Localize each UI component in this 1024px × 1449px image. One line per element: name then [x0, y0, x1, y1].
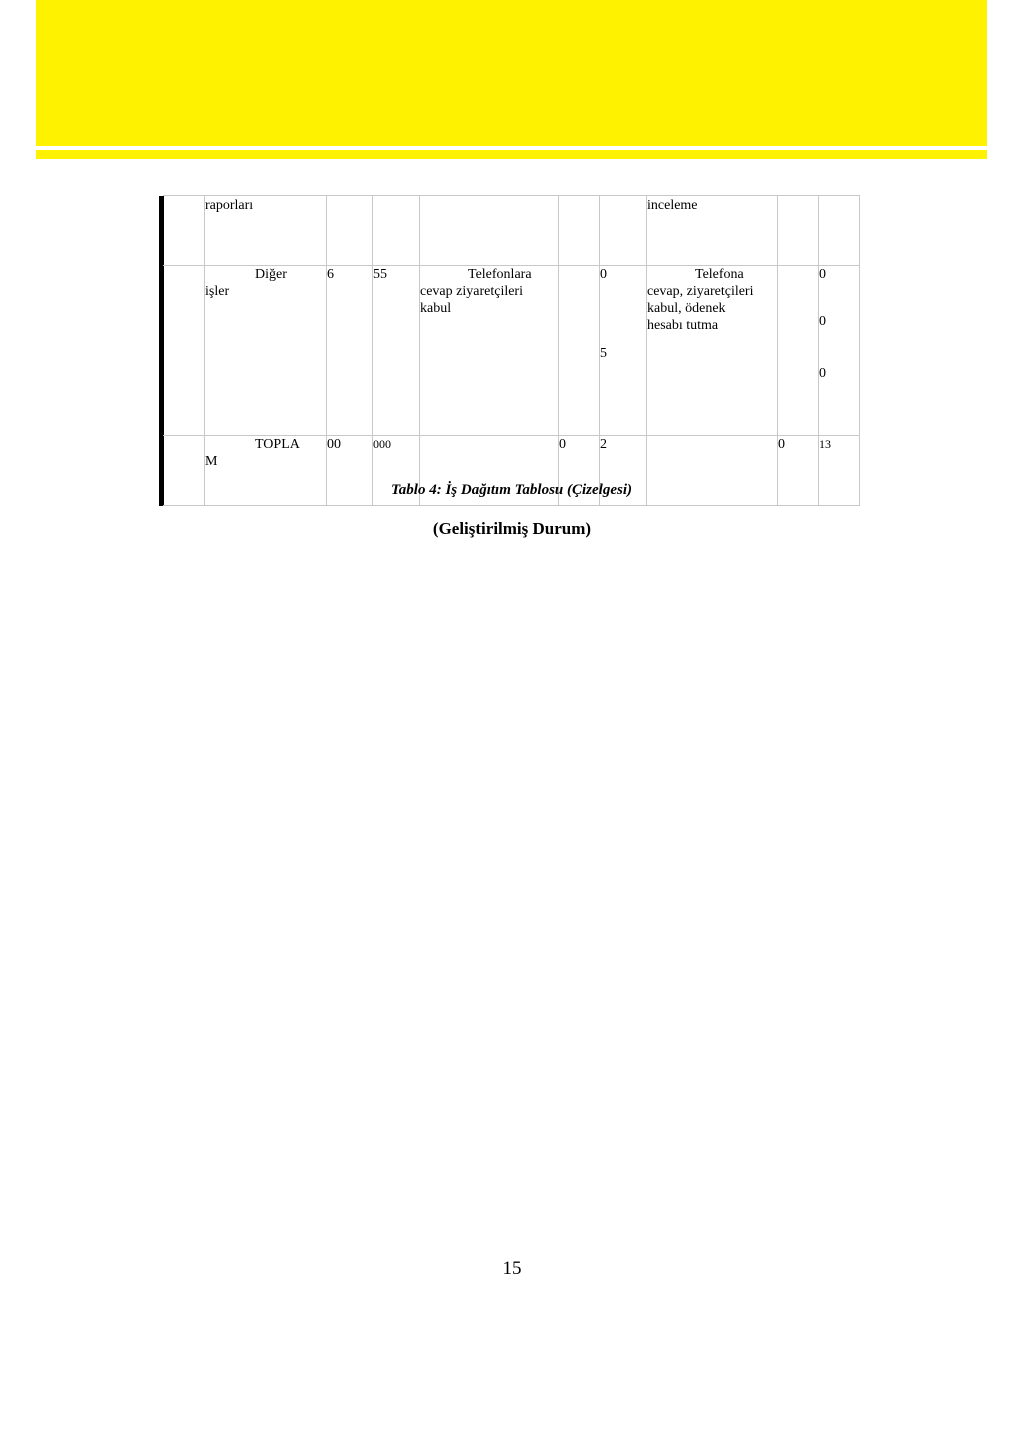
work-distribution-table [163, 195, 860, 506]
table-cell: 0 [819, 314, 826, 329]
table-col-line [859, 195, 860, 506]
table-cell: 0 [600, 267, 607, 282]
table-cell: 5 [600, 346, 607, 361]
table-cell: 6 [327, 267, 334, 282]
table-cell [420, 266, 556, 317]
table-cell: 2 [600, 437, 607, 452]
cell-line: cevap ziyaretçileri kabul [420, 284, 523, 316]
table-row-line [163, 505, 860, 506]
table-cell: 00 [327, 437, 341, 452]
table-subcaption: (Geliştirilmiş Durum) [432, 519, 592, 538]
table-col-line [419, 195, 420, 506]
cell-line: TOPLA [255, 437, 300, 452]
table-cell [647, 266, 757, 334]
cell-line: Telefona [695, 267, 744, 282]
table-cell: 0 [778, 437, 785, 452]
table-cell: 0 [819, 267, 826, 282]
cell-line: cevap, ziyaretçileri kabul, ödenek hesabı tutma [647, 284, 754, 333]
table-cell: 000 [373, 437, 391, 451]
header-yellow-band [36, 0, 987, 146]
table-cell: 0 [559, 437, 566, 452]
table-cell [205, 266, 325, 300]
table-col-line [777, 195, 778, 506]
page-number: 15 [502, 1258, 522, 1279]
table-cell: inceleme [647, 198, 698, 213]
table-cell: 13 [819, 437, 831, 451]
table-cell: 0 [819, 366, 826, 381]
table-col-line [326, 195, 327, 506]
cell-line: işler [205, 284, 230, 299]
table-cell: 55 [373, 267, 387, 282]
cell-line: Diğer [255, 267, 287, 282]
table-col-line [558, 195, 559, 506]
table-col-line [646, 195, 647, 506]
cell-line: Telefonlara [468, 267, 532, 282]
header-yellow-stripe [36, 150, 987, 159]
table-col-line [818, 195, 819, 506]
table-caption: Tablo 4: İş Dağıtım Tablosu (Çizelgesi) [391, 482, 632, 498]
cell-line: M [205, 454, 218, 469]
table-cell: raporları [205, 198, 254, 213]
table-row-line [163, 195, 860, 196]
table-cell [205, 436, 325, 470]
table-col-line [372, 195, 373, 506]
